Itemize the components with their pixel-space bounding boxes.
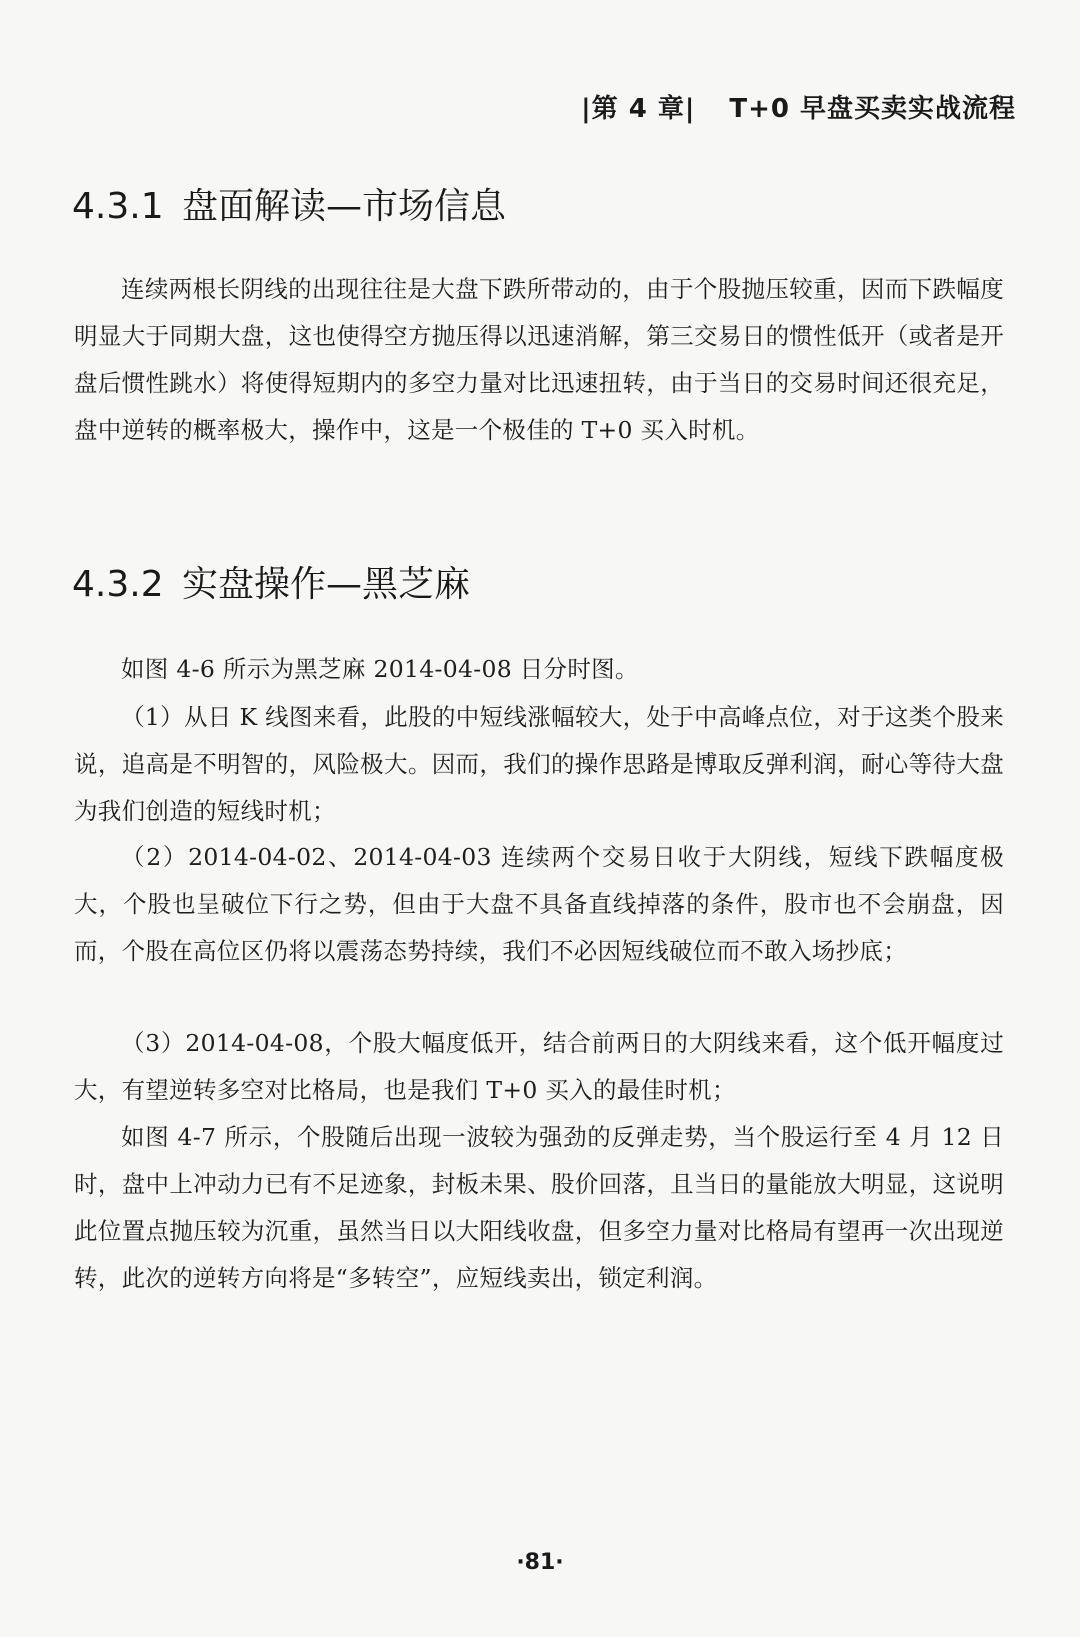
paragraph: 连续两根长阴线的出现往往是大盘下跌所带动的，由于个股抛压较重，因而下跌幅度明显大于同期大盘，这也使得空方抛压得以迅速消解，第三交易日的惯性低开（或者是开盘后惯性跳水）将使得短期内的多空力量对比迅速扭转，由于当日的交易时间还很充足，盘中逆转的概率极大，操作中，这是一个极佳的 T+0 买入时机。 <box>74 275 1004 444</box>
paragraph: 如图 4-6 所示为黑芝麻 2014-04-08 日分时图。 <box>121 655 639 683</box>
paragraph: （2）2014-04-02、2014-04-03 连续两个交易日收于大阴线，短线下跌幅度极大，个股也呈破位下行之势，但由于大盘不具备直线掉落的条件，股市也不会崩盘，因而，个股在高位区仍将以震荡态势持续，我们不必因短线破位而不敢入场抄底； <box>74 843 1004 965</box>
page-number: ·81· <box>516 1550 564 1575</box>
section-title: 实盘操作—黑芝麻 <box>182 564 471 605</box>
chapter-title: T+0 早盘买卖实战流程 <box>729 94 1016 124</box>
paragraph: 如图 4-7 所示，个股随后出现一波较为强劲的反弹走势，当个股运行至 4 月 12 日时，盘中上冲动力已有不足迹象，封板未果、股价回落，且当日的量能放大明显，这说明此位置点抛压较为沉重，虽然当日以大阳线收盘，但多空力量对比格局有望再一次出现逆转，此次的逆转方向将是“多转空”，应短线卖出，锁定利润。 <box>74 1123 1004 1292</box>
section-heading-4-3-1 <box>72 178 506 229</box>
section-heading-4-3-2 <box>72 556 470 607</box>
running-header <box>581 88 1016 125</box>
paragraph: （1）从日 K 线图来看，此股的中短线涨幅较大，处于中高峰点位，对于这类个股来说，追高是不明智的，风险极大。因而，我们的操作思路是博取反弹利润，耐心等待大盘为我们创造的短线时机； <box>74 703 1004 825</box>
section-title: 盘面解读—市场信息 <box>182 186 507 227</box>
chapter-label: |第 4 章| <box>581 94 696 124</box>
section-number: 4.3.2 <box>72 564 164 605</box>
paragraph: （3）2014-04-08，个股大幅度低开，结合前两日的大阴线来看，这个低开幅度过大，有望逆转多空对比格局，也是我们 T+0 买入的最佳时机； <box>74 1029 1004 1104</box>
section-number: 4.3.1 <box>72 186 164 227</box>
